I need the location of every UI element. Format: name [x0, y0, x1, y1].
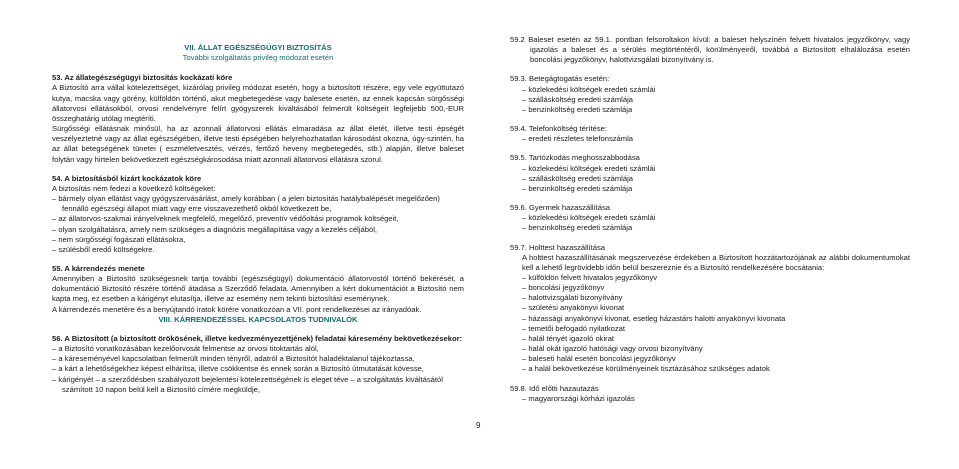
- list-item: – halál tényét igazoló okirat: [522, 333, 615, 343]
- chapter-viii-title: VIII. KÁRRENDEZÉSSEL KAPCSOLATOS TUDNIVALÓK: [158, 314, 358, 324]
- section-55-paragraph-1: Amennyiben a Biztosító szükségesnek tartja további (egészségügyi) dokumentáció állatorvostól történő bekérését, a dokumentáció Biztosító részére történő átadása a Szerződő feladata. Amennyiben a kért dokumentációt a Biztosító nem kapta meg, ez esetben a kárigényt elutasítja, illetve az esemény nem tekinti biztosítási eseménynek.: [52, 274, 464, 304]
- section-56-heading: 56. A Biztosított (a biztosított örökösének, illetve kedvezményezettjének) feladatai káresemény bekövetkezésekor:: [52, 333, 463, 343]
- section-54-item: – olyan szolgáltatásra, amely nem szükséges a diagnózis megállapítása vagy a kezelés céljából,: [52, 224, 378, 234]
- section-54-item: – bármely olyan ellátást vagy gyógyszervásárlást, amely korábban ( a jelen biztosítás hatálybalépését megelőzően) fennálló egészségi állapot miatt vagy erre visszavezethető okból következett be,: [52, 194, 440, 214]
- list-item: – szállásköltség eredeti számlája: [522, 94, 634, 104]
- section-54-item: – az állatorvos-szakmai irányelveknek megfelelő, megelőző, preventív védőoltási programok költségeit,: [52, 214, 399, 224]
- section-59-2: 59.2 Baleset esetén az 59.1. pontban felsoroltakon kívül: a baleset helyszínén felvett hivatalos jegyzőkönyv, vagy igazolás a baleset és a sérülés megtörténtéről, körülményeiről, továbbá a Biztosított elhalálozása esetén boncolási jegyzőkönyv, halottvizsgálati bizonyítvány is.: [510, 35, 910, 65]
- list-item: – közlekedési költségek eredeti számlái: [522, 163, 656, 173]
- list-item: – halottvizsgálati bizonyítvány: [522, 293, 623, 303]
- list-item: – közlekedési költségek eredeti számlái: [522, 84, 656, 94]
- list-item: – boncolási jegyzőkönyv: [522, 283, 605, 293]
- section-56-item: – a kárt a lehetőségekhez képest elhárítsa, illetve csökkentse és ennek során a Biztosító útmutatását kövesse,: [52, 364, 424, 374]
- list-item: – szállásköltség eredeti számlája: [522, 173, 634, 183]
- page-number: 9: [476, 421, 481, 430]
- section-59-8-heading: 59.8. Idő előtti hazautazás: [510, 383, 599, 393]
- section-59-6-heading: 59.6. Gyermek hazaszállítása: [510, 203, 611, 213]
- section-56-item: – a káreseményével kapcsolatban felmerült minden tényről, adatról a Biztosítót haladéktalanul tájékoztassa,: [52, 354, 415, 364]
- section-53-paragraph-2: Sürgősségi ellátásnak minősül, ha az azonnali állatorvosi ellátás elmaradása az állat életét, illetve testi épségét veszélyeztetné vagy az állat egészségében, illetve testi épségében helyrehozhatatlan károsodást okozna, úgy-szintén, ha az állat betegségének tünetei ( eszméletvesztés, vérzés, fertőző heveny megbetegedés, stb.) alapján, illetve baleset folytán vagy hirtelen bekövetkezett egészségkárosodása miatt azonnali állatorvosi ellátásra szorul.: [52, 124, 464, 164]
- list-item: – temetői befogadó nyilatkozat: [522, 323, 626, 333]
- list-item: – baleseti halál esetén boncolási jegyzőkönyv: [522, 354, 676, 364]
- section-54-item: – nem sürgősségi fogászati ellátásokra,: [52, 234, 186, 244]
- list-item: – benzinköltség eredeti számlája: [522, 104, 633, 114]
- right-column: [510, 0, 910, 404]
- list-item: – benzinköltség eredeti számlája: [522, 223, 633, 233]
- list-item: – születési anyakönyvi kivonat: [522, 303, 625, 313]
- list-item: – eredeti részletes telefonszámla: [522, 134, 634, 144]
- chapter-title: VII. ÁLLAT EGÉSZSÉGÜGYI BIZTOSÍTÁS: [184, 43, 332, 52]
- section-59-7-heading: 59.7. Holttest hazaszállítása: [510, 242, 605, 252]
- section-59-4-heading: 59.4. Telefonköltség térítése:: [510, 124, 607, 134]
- list-item: – benzinköltség eredeti számlája: [522, 183, 633, 193]
- chapter-subtitle: További szolgáltatás privileg módozat esetén: [182, 53, 334, 63]
- list-item: – házassági anyakönyvi kivonat, esetleg házastárs halotti anyakönyvi kivonata: [522, 313, 786, 323]
- list-item: – külföldön felvett hivatalos jegyzőkönyv: [522, 272, 658, 282]
- section-59-5-heading: 59.5. Tartózkodás meghosszabbodása: [510, 153, 640, 163]
- list-item: – magyarországi kórházi igazolás: [522, 393, 635, 403]
- section-55-heading: 55. A kárrendezés menete: [52, 263, 145, 273]
- section-59-7-paragraph: A holttest hazaszállításának megszervezése érdekében a Biztosított hozzátartozójának az alábbi dokumentumokat kell a lehető legrövidebb időn belül beszereznie és a Biztosító rendelkezésére bocsátania:: [522, 252, 910, 272]
- section-53-paragraph-1: A Biztosító arra vállal kötelezettséget, kizárólag privileg módozat esetén, hogy a biztosított részére, egy vele együttutazó kutya, macska vagy görény, külföldön történő, akut megbetegedése vagy balesete esetén, az ennek kapcsán sürgősségi állatorvosi ellátásokból, orvosi rendelvényre felírt gyógyszerek kiváltásából felmerült költségeit legfeljebb 500,-EUR összeghatárig utólag megtéríti.: [52, 83, 464, 123]
- list-item: – halál okát igazoló hatósági vagy orvosi bizonyítvány: [522, 344, 703, 354]
- section-54-heading: 54. A biztosításból kizárt kockázatok köre: [52, 173, 202, 183]
- section-53-heading: 53. Az állategészségügyi biztosítás kockázati köre: [52, 73, 233, 83]
- section-54-item: – szülésből eredő költségekre.: [52, 244, 155, 254]
- section-59-3-heading: 59.3. Betegágtogatás esetén:: [510, 74, 610, 84]
- left-column: [52, 0, 464, 395]
- section-54-intro: A biztosítás nem fedezi a következő költségeket:: [52, 183, 216, 193]
- section-56-item: – a Biztosító vonatkozásában kezelőorvosát felmentse az orvosi titoktartás alól,: [52, 344, 319, 354]
- list-item: – közlekedési költségek eredeti számlái: [522, 213, 656, 223]
- list-item: – a halál bekövetkezése körülményeinek tisztázásához szükséges adatok: [522, 364, 770, 374]
- section-55-paragraph-2: A kárrendezés menetére és a benyújtandó iratok körére vonatkozóan a VII. pont rendelkezései az irányadóak.: [52, 304, 422, 314]
- section-56-item: – kárigényét – a szerződésben szabályozott bejelentési kötelezettségének is eleget téve – a szolgáltatás kiváltásától számított 10 napon belül kell a Biztosító címére megküldje,: [52, 374, 443, 394]
